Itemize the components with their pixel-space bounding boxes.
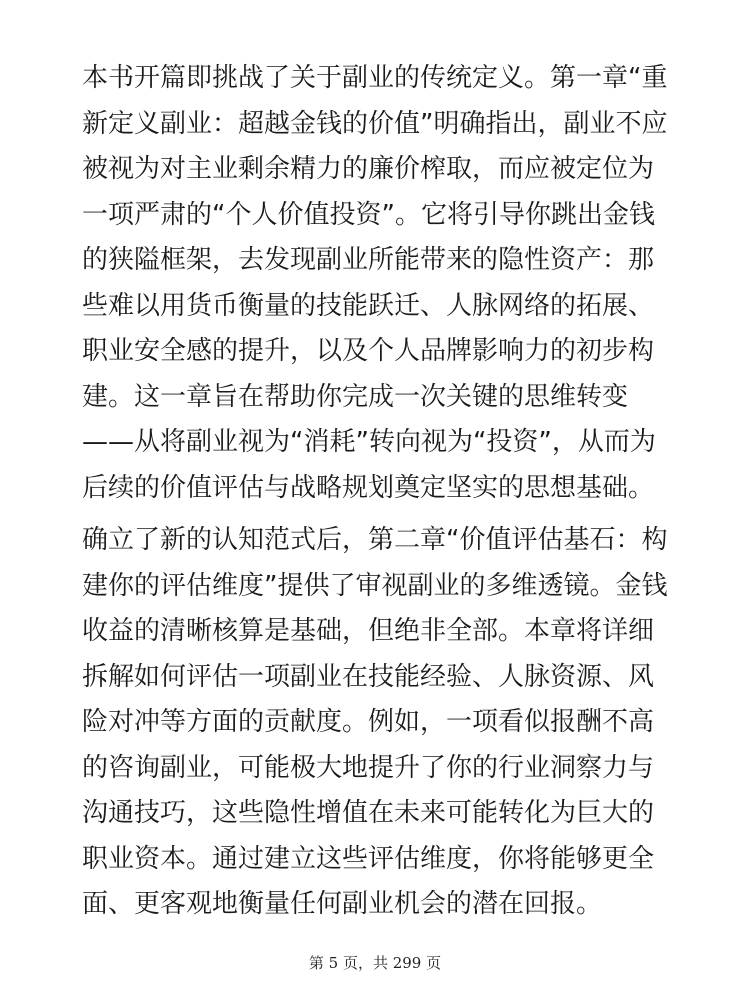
body-text (82, 56, 672, 928)
paragraph-chapter-two: 确立了新的认知范式后，第二章“价值评估基石：构建你的评估维度”提供了审视副业的多维透镜。金钱收益的清晰核算是基础，但绝非全部。本章将详细拆解如何评估一项副业在技能经验、人脉资源、风险对冲等方面的贡献度。例如，一项看似报酬不高的咨询副业，可能极大地提升了你的行业洞察力与沟通技巧，这些隐性增值在未来可能转化为巨大的职业资本。通过建立这些评估维度，你将能够更全面、更客观地衡量任何副业机会的潜在回报。 (82, 525, 668, 919)
paragraph-chapter-one: 本书开篇即挑战了关于副业的传统定义。第一章“重新定义副业：超越金钱的价值”明确指出，副业不应被视为对主业剩余精力的廉价榨取，而应被定位为一项严肃的“个人价值投资”。它将引导你跳出金钱的狭隘框架，去发现副业所能带来的隐性资产：那些难以用货币衡量的技能跃迁、人脉网络的拓展、职业安全感的提升，以及个人品牌影响力的初步构建。这一章旨在帮助你完成一次关键的思维转变——从将副业视为“消耗”转向视为“投资”，从而为后续的价值评估与战略规划奠定坚实的思想基础。 (82, 63, 668, 503)
page-number-footer: 第 5 页，共 299 页 (308, 954, 442, 972)
